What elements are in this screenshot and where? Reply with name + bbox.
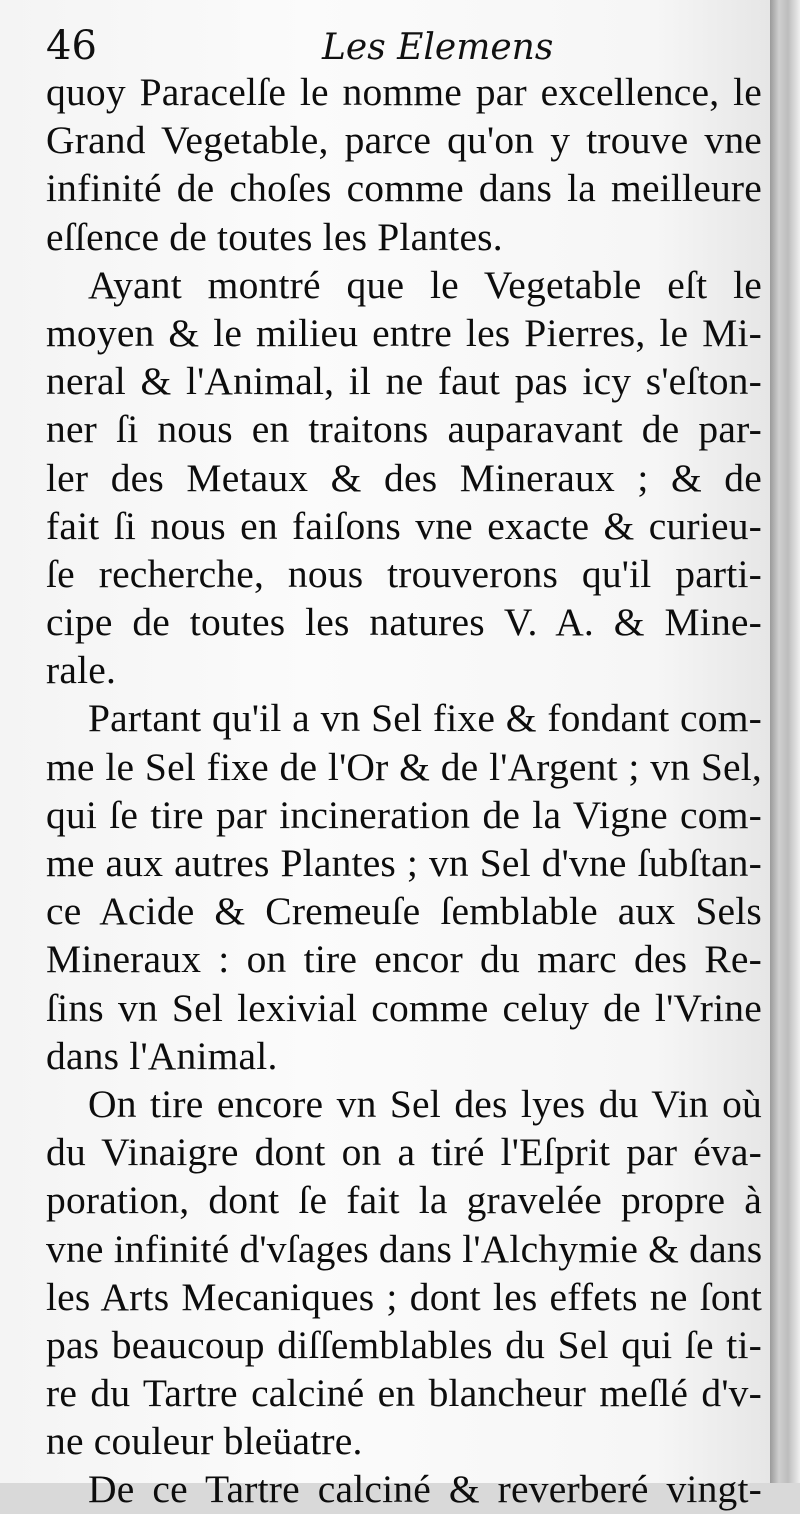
text-line: infinité de choſes comme dans la meilleure (46, 166, 762, 211)
text-line: du Vinaigre dont on a tiré l'Eſprit par éva- (46, 1130, 762, 1175)
paragraph-3 (46, 694, 762, 1080)
page-number: 46 (46, 23, 97, 69)
paragraph-4 (46, 1080, 762, 1466)
text-line: ler des Metaux & des Mineraux ; & de (46, 455, 762, 500)
text-line: fait ſi nous en faiſons vne exacte & curieu- (46, 503, 762, 548)
text-line: ce Acide & Cremeuſe ſemblable aux Sels (46, 889, 762, 934)
text-line: me le Sel fixe de l'Or & de l'Argent ; vn Sel, (46, 744, 762, 789)
text-line: re du Tartre calciné en blancheur meſlé d'v- (46, 1371, 762, 1416)
text-line: dans l'Animal. (46, 1033, 278, 1078)
text-line: les Arts Mecaniques ; dont les effets ne ſont (46, 1274, 762, 1319)
running-title: Les Elemens (322, 27, 554, 68)
text-line: De ce Tartre calciné & reverberé vingt- (88, 1467, 762, 1512)
paragraph-5 (46, 1465, 762, 1513)
text-line: Ayant montré que le Vegetable eſt le (88, 262, 762, 307)
text-line: Partant qu'il a vn Sel fixe & fondant com- (88, 696, 762, 741)
text-line: rale. (46, 648, 117, 693)
text-line: eſſence de toutes les Plantes. (46, 214, 503, 259)
text-line: ne couleur bleüatre. (46, 1419, 363, 1464)
text-line: Grand Vegetable, parce qu'on y trouve vne (46, 118, 762, 163)
text-line: ner ſi nous en traitons auparavant de par- (46, 407, 762, 452)
body-text (46, 68, 762, 1514)
text-line: moyen & le milieu entre les Pierres, le Mi- (46, 310, 762, 355)
text-line: Mineraux : on tire encor du marc des Re- (46, 937, 762, 982)
text-line: ſe recherche, nous trouverons qu'il parti- (46, 551, 762, 596)
paragraph-1 (46, 68, 762, 261)
text-line: ſins vn Sel lexivial comme celuy de l'Vrine (46, 985, 762, 1030)
book-gutter (770, 0, 800, 1483)
paragraph-2 (46, 261, 762, 695)
text-line: quoy Paracelſe le nomme par excellence, le (46, 70, 762, 114)
text-line: qui ſe tire par incineration de la Vigne com- (46, 792, 762, 837)
text-line: pas beaucoup diſſemblables du Sel qui ſe ti- (46, 1322, 762, 1367)
text-line: vne infinité d'vſages dans l'Alchymie & dans (46, 1226, 763, 1271)
text-line: poration, dont ſe fait la gravelée propre à (46, 1178, 762, 1223)
text-line: neral & l'Animal, il ne faut pas icy s'eſton- (46, 359, 762, 404)
text-line: On tire encore vn Sel des lyes du Vin où (88, 1081, 762, 1126)
text-line: me aux autres Plantes ; vn Sel d'vne ſubſtan- (46, 841, 762, 885)
text-line: cipe de toutes les natures V. A. & Mine- (46, 600, 762, 645)
